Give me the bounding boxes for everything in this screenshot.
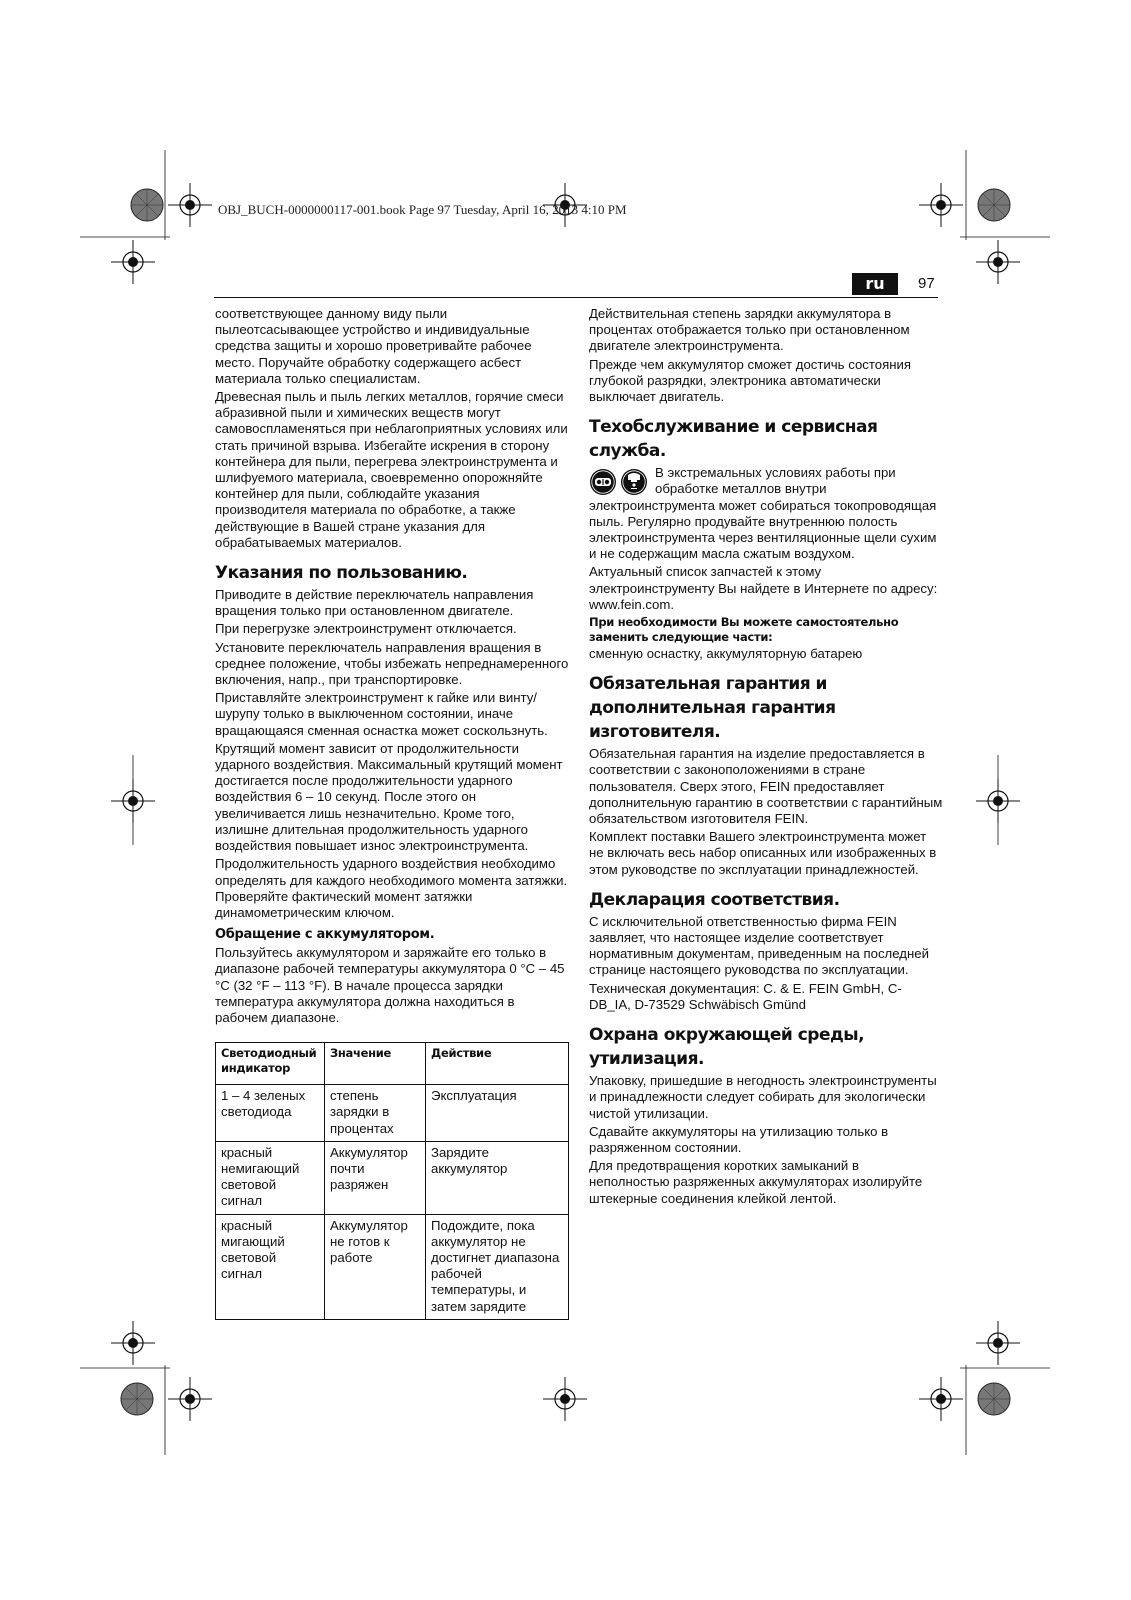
table-cell: Зарядите аккумулятор bbox=[426, 1141, 569, 1214]
paragraph: Приставляйте электроинструмент к гайке или винту/шурупу только в выключенном состоянии, иначе вращающаяся сменная оснастка может соскользнуть. bbox=[215, 690, 548, 738]
paragraph: Сдавайте аккумуляторы на утилизацию только в разряженном состоянии. bbox=[589, 1123, 889, 1155]
paragraph: Для предотвращения коротких замыканий в неполностью разряженных аккумуляторах изолируйте штекерные соединения клейкой лентой. bbox=[589, 1158, 923, 1206]
paragraph: В экстремальных условиях работы при обработке металлов внутри электроинструмента может собираться токопроводящая пыль. Регулярно продувайте внутреннюю полость электроинструмента через вентиляционные щели сухим и не содержащим масла сжатым воздухом. bbox=[589, 465, 937, 562]
respirator-icon bbox=[621, 469, 647, 495]
paragraph: Установите переключатель направления вращения в среднее положение, чтобы избежать непреднамеренного включения, напр., при транспортировке. bbox=[215, 639, 569, 688]
section-heading: Охрана окружающей среды, утилизация. bbox=[589, 1025, 865, 1070]
paragraph: Действительная степень зарядки аккумулятора в процентах отображается только при остановленном двигателе электроинструмента. bbox=[589, 306, 910, 354]
page-number: 97 bbox=[918, 275, 935, 292]
table-row bbox=[216, 1085, 569, 1142]
paragraph: Обязательная гарантия на изделие предоставляется в соответствии с законоположениями в стране пользователя. Сверх этого, FEIN предоставляет дополнительную гарантию в соответствии с гарантийным обязательством изготовителя FEIN. bbox=[589, 746, 943, 827]
table-header-row bbox=[216, 1043, 569, 1085]
registration-cross-icon bbox=[111, 240, 155, 284]
right-column bbox=[589, 306, 943, 1209]
paragraph: При перегрузке электроинструмент отключается. bbox=[215, 621, 517, 637]
table-row bbox=[216, 1141, 569, 1214]
language-badge: ru bbox=[852, 273, 898, 295]
paragraph: С исключительной ответственностью фирма FEIN заявляет, что настоящее изделие соответствует нормативным документам, приведенным на последней странице настоящего руководства по эксплуатации. bbox=[589, 913, 929, 978]
paragraph: Пользуйтесь аккумулятором и заряжайте его только в диапазоне рабочей температуры аккумулятора 0 °C – 45 °C (32 °F – 113 °F). В начале процесса зарядки температура аккумулятора должна находиться в рабочем диапазоне. bbox=[215, 945, 565, 1025]
table-cell: Аккумулятор не готов к работе bbox=[325, 1214, 426, 1319]
registration-cross-icon bbox=[168, 183, 212, 227]
paragraph: Актуальный список запчастей к этому электроинструменту Вы найдете в Интернете по адресу: www.fein.com. bbox=[589, 564, 938, 612]
replaceable-parts-heading: При необходимости Вы можете самостоятельно заменить следующие части: bbox=[589, 615, 899, 645]
section-heading: Декларация соответствия. bbox=[589, 889, 840, 910]
header-rule bbox=[214, 297, 938, 298]
section-heading: Указания по пользованию. bbox=[215, 563, 468, 584]
registration-cross-icon bbox=[543, 1377, 587, 1421]
paragraph: Продолжительность ударного воздействия необходимо определять для каждого необходимого момента затяжки. Проверяйте фактический момент затяжки динамометрическим ключом. bbox=[215, 856, 568, 920]
subsection-heading: Обращение с аккумулятором. bbox=[215, 927, 435, 943]
paragraph: Упаковку, пришедшие в негодность электроинструменты и принадлежности следует собирать для экологически чистой утилизации. bbox=[589, 1073, 937, 1121]
paragraph: соответствующее данному виду пыли пылеотсасывающее устройство и индивидуальные средства защиты и хорошо проветривайте рабочее место. Поручайте обработку содержащего асбест материала только специалистам. bbox=[215, 306, 532, 386]
table-cell: красный мигающий световой сигнал bbox=[216, 1214, 325, 1319]
paragraph: Древесная пыль и пыль легких металлов, горячие смеси абразивной пыли и химических веществ могут самовоспламеняться при неблагоприятных условиях или стать причиной взрыва. Избегайте искрения в сторону контейнера для пыли, перегрева электроинструмента и шлифуемого материала, своевременно опорожняйте контейнер для пыли, соблюдайте указания производителя материала по обработке, а также действующие в Вашей стране указания для обрабатываемых материалов. bbox=[215, 389, 568, 550]
paragraph: Крутящий момент зависит от продолжительности ударного воздействия. Максимальный крутящий момент достигается после продолжительности ударного воздействия 6 – 10 секунд. После этого он увеличивается лишь незначительно. Кроме того, излишне длительная продолжительность ударного воздействия повышает износ электроинструмента. bbox=[215, 740, 563, 854]
table-cell: Аккумулятор почти разряжен bbox=[325, 1141, 426, 1214]
paragraph: Приводите в действие переключатель направления вращения только при остановленном двигателе. bbox=[215, 587, 534, 619]
eye-protection-icon bbox=[590, 469, 616, 495]
led-indicator-table bbox=[215, 1042, 569, 1320]
section-heading: Обязательная гарантия и дополнительная гарантия изготовителя. bbox=[589, 674, 836, 743]
column-header: Действие bbox=[426, 1043, 569, 1085]
table-row bbox=[216, 1214, 569, 1319]
registration-cross-icon bbox=[919, 1377, 963, 1421]
registration-sun-icon bbox=[978, 1383, 1010, 1415]
print-slug: OBJ_BUCH-0000000117-001.book Page 97 Tuesday, April 16, 2013 4:10 PM bbox=[218, 202, 627, 217]
section-heading: Техобслуживание и сервисная служба. bbox=[589, 417, 878, 462]
registration-cross-icon bbox=[111, 1321, 155, 1365]
paragraph: Прежде чем аккумулятор сможет достичь состояния глубокой разрядки, электроника автоматически выключает двигатель. bbox=[589, 356, 912, 405]
paragraph: Комплект поставки Вашего электроинструмента может не включать весь набор описанных или изображенных в этом руководстве по эксплуатации принадлежностей. bbox=[589, 829, 937, 877]
table-cell: Эксплуатация bbox=[426, 1085, 569, 1142]
service-warning bbox=[589, 465, 943, 562]
registration-sun-icon bbox=[131, 189, 163, 221]
column-header: Светодиодный индикатор bbox=[216, 1043, 325, 1085]
table-cell: 1 – 4 зеленых светодиода bbox=[216, 1085, 325, 1142]
table-cell: Подождите, пока аккумулятор не достигнет диапазона рабочей температуры, и затем зарядите bbox=[426, 1214, 569, 1319]
registration-cross-icon bbox=[168, 1377, 212, 1421]
paragraph: Техническая документация: C. & E. FEIN GmbH, C-DB_IA, D-73529 Schwäbisch Gmünd bbox=[589, 980, 902, 1012]
paragraph: сменную оснастку, аккумуляторную батарею bbox=[589, 646, 863, 662]
table-cell: красный немигающий световой сигнал bbox=[216, 1141, 325, 1214]
safety-icons bbox=[589, 467, 651, 497]
registration-cross-icon bbox=[919, 183, 963, 227]
registration-cross-icon bbox=[976, 240, 1020, 284]
registration-sun-icon bbox=[121, 1383, 153, 1415]
table-cell: степень зарядки в процентах bbox=[325, 1085, 426, 1142]
left-column bbox=[215, 306, 569, 1320]
registration-sun-icon bbox=[978, 189, 1010, 221]
column-header: Значение bbox=[325, 1043, 426, 1085]
registration-cross-icon bbox=[976, 1321, 1020, 1365]
